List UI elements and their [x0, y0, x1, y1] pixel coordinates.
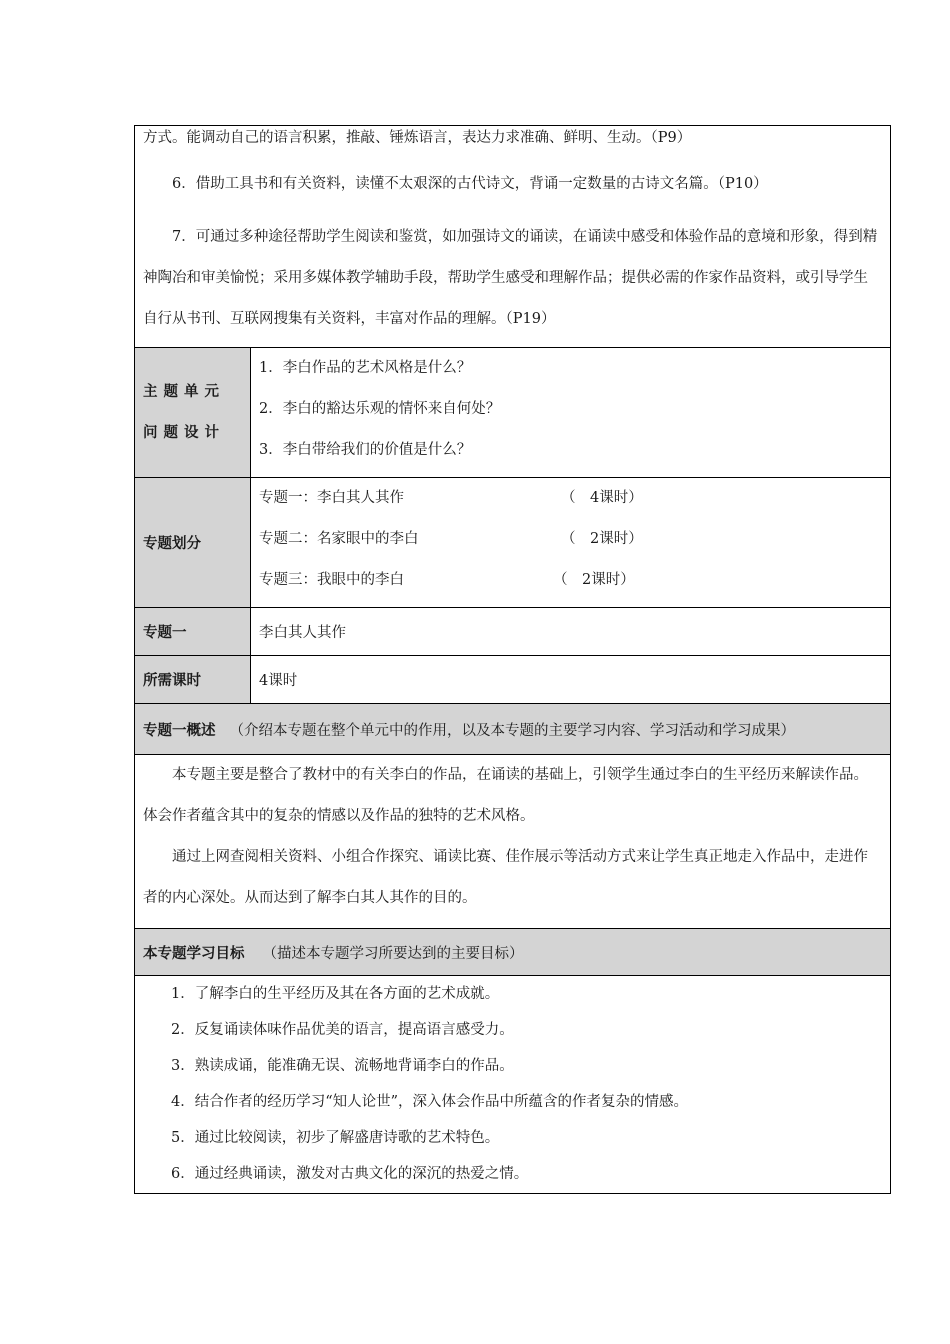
topic1-row [135, 608, 891, 656]
topic1-value: 李白其人其作 [251, 608, 891, 656]
overview-desc: （介绍本专题在整个单元中的作用，以及本专题的主要学习内容、学习活动和学习成果） [229, 722, 795, 739]
hours-row [135, 656, 891, 704]
standards-row [135, 126, 891, 348]
overview-body [135, 755, 891, 929]
topic-hours: （ 2课时） [561, 531, 643, 547]
standards-item-6: 6．借助工具书和有关资料，读懂不太艰深的古代诗文，背诵一定数量的古诗文名篇。（P10） [172, 176, 768, 192]
goals-body [135, 976, 891, 1194]
question-item: 2．李白的豁达乐观的情怀来自何处？ [259, 401, 501, 417]
topics-label: 专题划分 [135, 478, 251, 608]
goal-item: 4．结合作者的经历学习“知人论世”，深入体会作品中所蕴含的作者复杂的情感。 [171, 1094, 689, 1110]
goals-header [135, 929, 891, 976]
topic-name: 专题一：李白其人其作 [259, 490, 404, 506]
goal-item: 1．了解李白的生平经历及其在各方面的艺术成就。 [171, 986, 500, 1002]
question-item: 3．李白带给我们的价值是什么？ [259, 442, 472, 458]
hours-label: 所需课时 [135, 656, 251, 704]
questions-cell [251, 348, 891, 478]
topic-hours: （ 2课时） [553, 572, 635, 588]
topic-hours: （ 4课时） [561, 490, 643, 506]
topics-row [135, 478, 891, 608]
unit-design-table [134, 125, 891, 1194]
goals-body-row [135, 976, 891, 1194]
goal-item: 5．通过比较阅读，初步了解盛唐诗歌的艺术特色。 [171, 1130, 500, 1146]
topic-item [251, 560, 890, 601]
questions-row [135, 348, 891, 478]
topic-item [251, 478, 890, 519]
goal-item: 6．通过经典诵读，激发对古典文化的深沉的热爱之情。 [171, 1166, 529, 1182]
goals-desc: （描述本专题学习所要达到的主要目标） [262, 945, 524, 962]
topic-item [251, 519, 890, 560]
overview-paragraph: 本专题主要是整合了教材中的有关李白的作品，在诵读的基础上，引领学生通过李白的生平经历来解读作品。体会作者蕴含其中的复杂的情感以及作品的独特的艺术风格。 [143, 767, 868, 824]
standards-item-7: 7．可通过多种途径帮助学生阅读和鉴赏，如加强诗文的诵读，在诵读中感受和体验作品的意境和形象，得到精神陶冶和审美愉悦；采用多媒体教学辅助手段，帮助学生感受和理解作品；提供必需的作家作品资料，或引导学生自行从书刊、互联网搜集有关资料，丰富对作品的理解。（P19） [143, 229, 878, 327]
overview-title: 专题一概述 [143, 722, 216, 739]
goals-header-row [135, 929, 891, 976]
questions-label: 主题单元问题设计 [135, 348, 251, 478]
question-item: 1．李白作品的艺术风格是什么？ [259, 360, 472, 376]
goal-item: 3．熟读成诵，能准确无误、流畅地背诵李白的作品。 [171, 1058, 514, 1074]
goals-title: 本专题学习目标 [143, 945, 245, 962]
overview-header-row [135, 704, 891, 755]
standards-line: 方式。能调动自己的语言积累，推敲、锤炼语言，表达力求准确、鲜明、生动。（P9） [143, 130, 692, 146]
overview-paragraph: 通过上网查阅相关资料、小组合作探究、诵读比赛、佳作展示等活动方式来让学生真正地走入作品中，走进作者的内心深处。从而达到了解李白其人其作的目的。 [143, 849, 868, 906]
overview-body-row [135, 755, 891, 929]
topic1-label: 专题一 [135, 608, 251, 656]
goal-item: 2．反复诵读体味作品优美的语言，提高语言感受力。 [171, 1022, 514, 1038]
standards-cell [135, 126, 891, 348]
hours-value: 4课时 [251, 656, 891, 704]
overview-header [135, 704, 891, 755]
topic-name: 专题三：我眼中的李白 [259, 572, 404, 588]
topic-name: 专题二：名家眼中的李白 [259, 531, 419, 547]
topics-cell [251, 478, 891, 608]
